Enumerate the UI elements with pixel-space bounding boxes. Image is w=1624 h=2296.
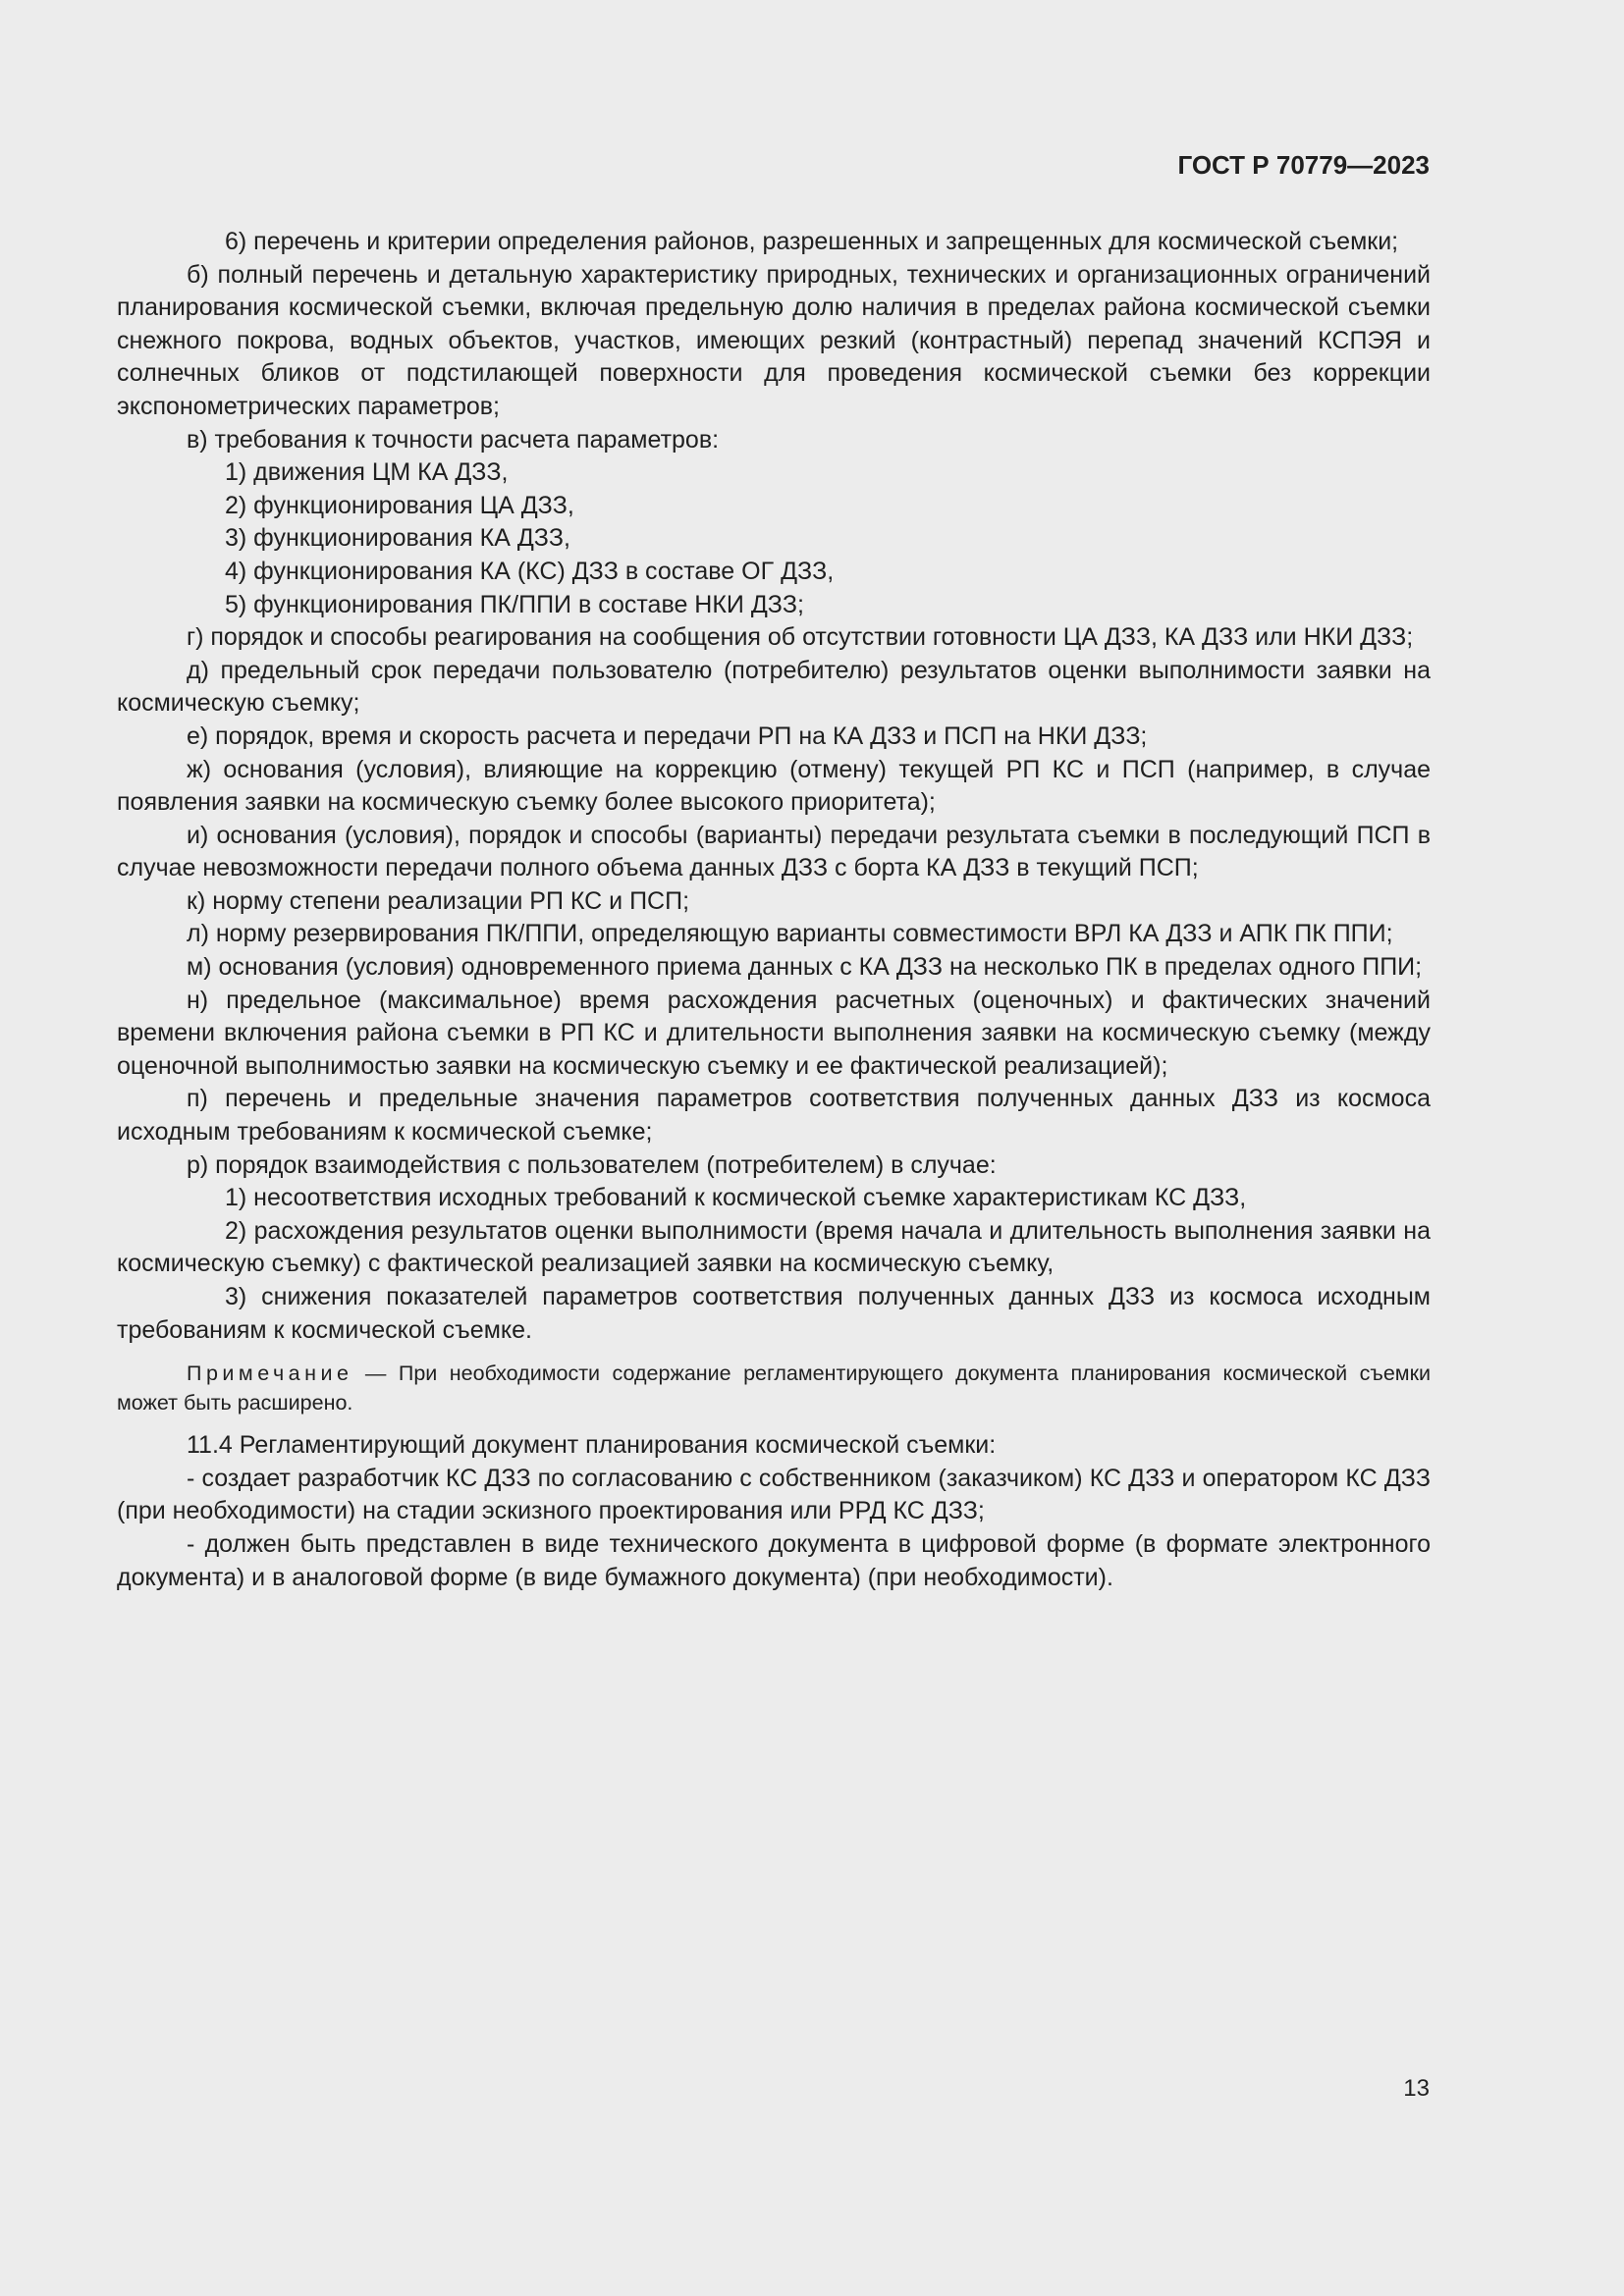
paragraph-item-i: и) основания (условия), порядок и способы (варианты) передачи результата съемки в последующий ПСП в случае невозможности передачи полного объема данных ДЗЗ с борта КА ДЗЗ в текущий ПСП; — [117, 821, 1431, 882]
note-text: При необходимости содержание регламентирующего документа планирования космической съемки может быть расширено. — [117, 1362, 1431, 1415]
subitem-2: 2) функционирования ЦА ДЗЗ, — [225, 491, 574, 519]
paragraph-item-r: р) порядок взаимодействия с пользователем (потребителем) в случае: — [187, 1150, 997, 1179]
paragraph-item-b: б) полный перечень и детальную характеристику природных, технических и организационных ограничений планирования космической съемки, включая предельную долю наличия в пределах района космической съемки снежного покрова, водных объектов, участков, имеющих резкий (контрастный) перепад значений КСПЭЯ и солнечных бликов от подстилающей поверхности для проведения космической съемки без коррекции экспонометрических параметров; — [117, 260, 1431, 420]
paragraph-item-v: в) требования к точности расчета параметров: — [187, 425, 720, 454]
paragraph-item-m: м) основания (условия) одновременного приема данных с КА ДЗЗ на несколько ПК в пределах одного ППИ; — [187, 953, 1423, 982]
subitem-r-1: 1) несоответствия исходных требований к космической съемке характеристикам КС ДЗЗ, — [225, 1184, 1247, 1212]
section-heading: 11.4 Регламентирующий документ планирования космической съемки: — [187, 1431, 997, 1460]
subitem-1: 1) движения ЦМ КА ДЗЗ, — [225, 458, 509, 487]
subitem-4: 4) функционирования КА (КС) ДЗЗ в составе ОГ ДЗЗ, — [225, 557, 835, 585]
paragraph-item-p: п) перечень и предельные значения параметров соответствия полученных данных ДЗЗ из космоса исходным требованиям к космической съемке; — [117, 1085, 1431, 1147]
subitem-r-3: 3) снижения показателей параметров соответствия полученных данных ДЗЗ из космоса исходным требованиям к космической съемке. — [117, 1283, 1431, 1344]
paragraph-item-g: г) порядок и способы реагирования на сообщения об отсутствии готовности ЦА ДЗЗ, КА ДЗЗ или НКИ ДЗЗ; — [187, 623, 1414, 652]
paragraph-item-e: е) порядок, время и скорость расчета и передачи РП на КА ДЗЗ и ПСП на НКИ ДЗЗ; — [187, 721, 1148, 750]
paragraph-item-l: л) норму резервирования ПК/ППИ, определяющую варианты совместимости ВРЛ КА ДЗЗ и АПК ПК ППИ; — [187, 920, 1393, 948]
subitem-5: 5) функционирования ПК/ППИ в составе НКИ ДЗЗ; — [225, 590, 804, 618]
note-dash: — — [352, 1362, 399, 1386]
paragraph-item-d: д) предельный срок передачи пользователю (потребителю) результатов оценки выполнимости заявки на космическую съемку; — [117, 656, 1431, 718]
document-code: ГОСТ Р 70779—2023 — [1177, 150, 1430, 180]
paragraph-item-k: к) норму степени реализации РП КС и ПСП; — [187, 886, 690, 915]
subitem-3: 3) функционирования КА ДЗЗ, — [225, 524, 570, 553]
paragraph-item-zh: ж) основания (условия), влияющие на коррекцию (отмену) текущей РП КС и ПСП (например, в случае появления заявки на космическую съемку более высокого приоритета); — [117, 755, 1431, 817]
page-number: 13 — [1403, 2075, 1430, 2102]
section-bullet-1: - создает разработчик КС ДЗЗ по согласованию с собственником (заказчиком) КС ДЗЗ и оператором КС ДЗЗ (при необходимости) на стадии эскизного проектирования или РРД КС ДЗЗ; — [117, 1464, 1431, 1525]
paragraph-item-6: 6) перечень и критерии определения районов, разрешенных и запрещенных для космической съемки; — [225, 228, 1399, 255]
note-label: Примечание — [187, 1362, 353, 1386]
subitem-r-2: 2) расхождения результатов оценки выполнимости (время начала и длительность выполнения заявки на космическую съемку) с фактической реализацией заявки на космическую съемку, — [117, 1216, 1431, 1278]
paragraph-item-n: н) предельное (максимальное) время расхождения расчетных (оценочных) и фактических значений времени включения района съемки в РП КС и длительности выполнения заявки на космическую съемку (между оценочной выполнимостью заявки на космическую съемку и ее фактической реализацией); — [117, 986, 1431, 1080]
note — [117, 1359, 1431, 1417]
document-body — [117, 226, 1431, 1594]
section-bullet-2: - должен быть представлен в виде технического документа в цифровой форме (в формате электронного документа) и в аналоговой форме (в виде бумажного документа) (при необходимости). — [117, 1529, 1431, 1591]
